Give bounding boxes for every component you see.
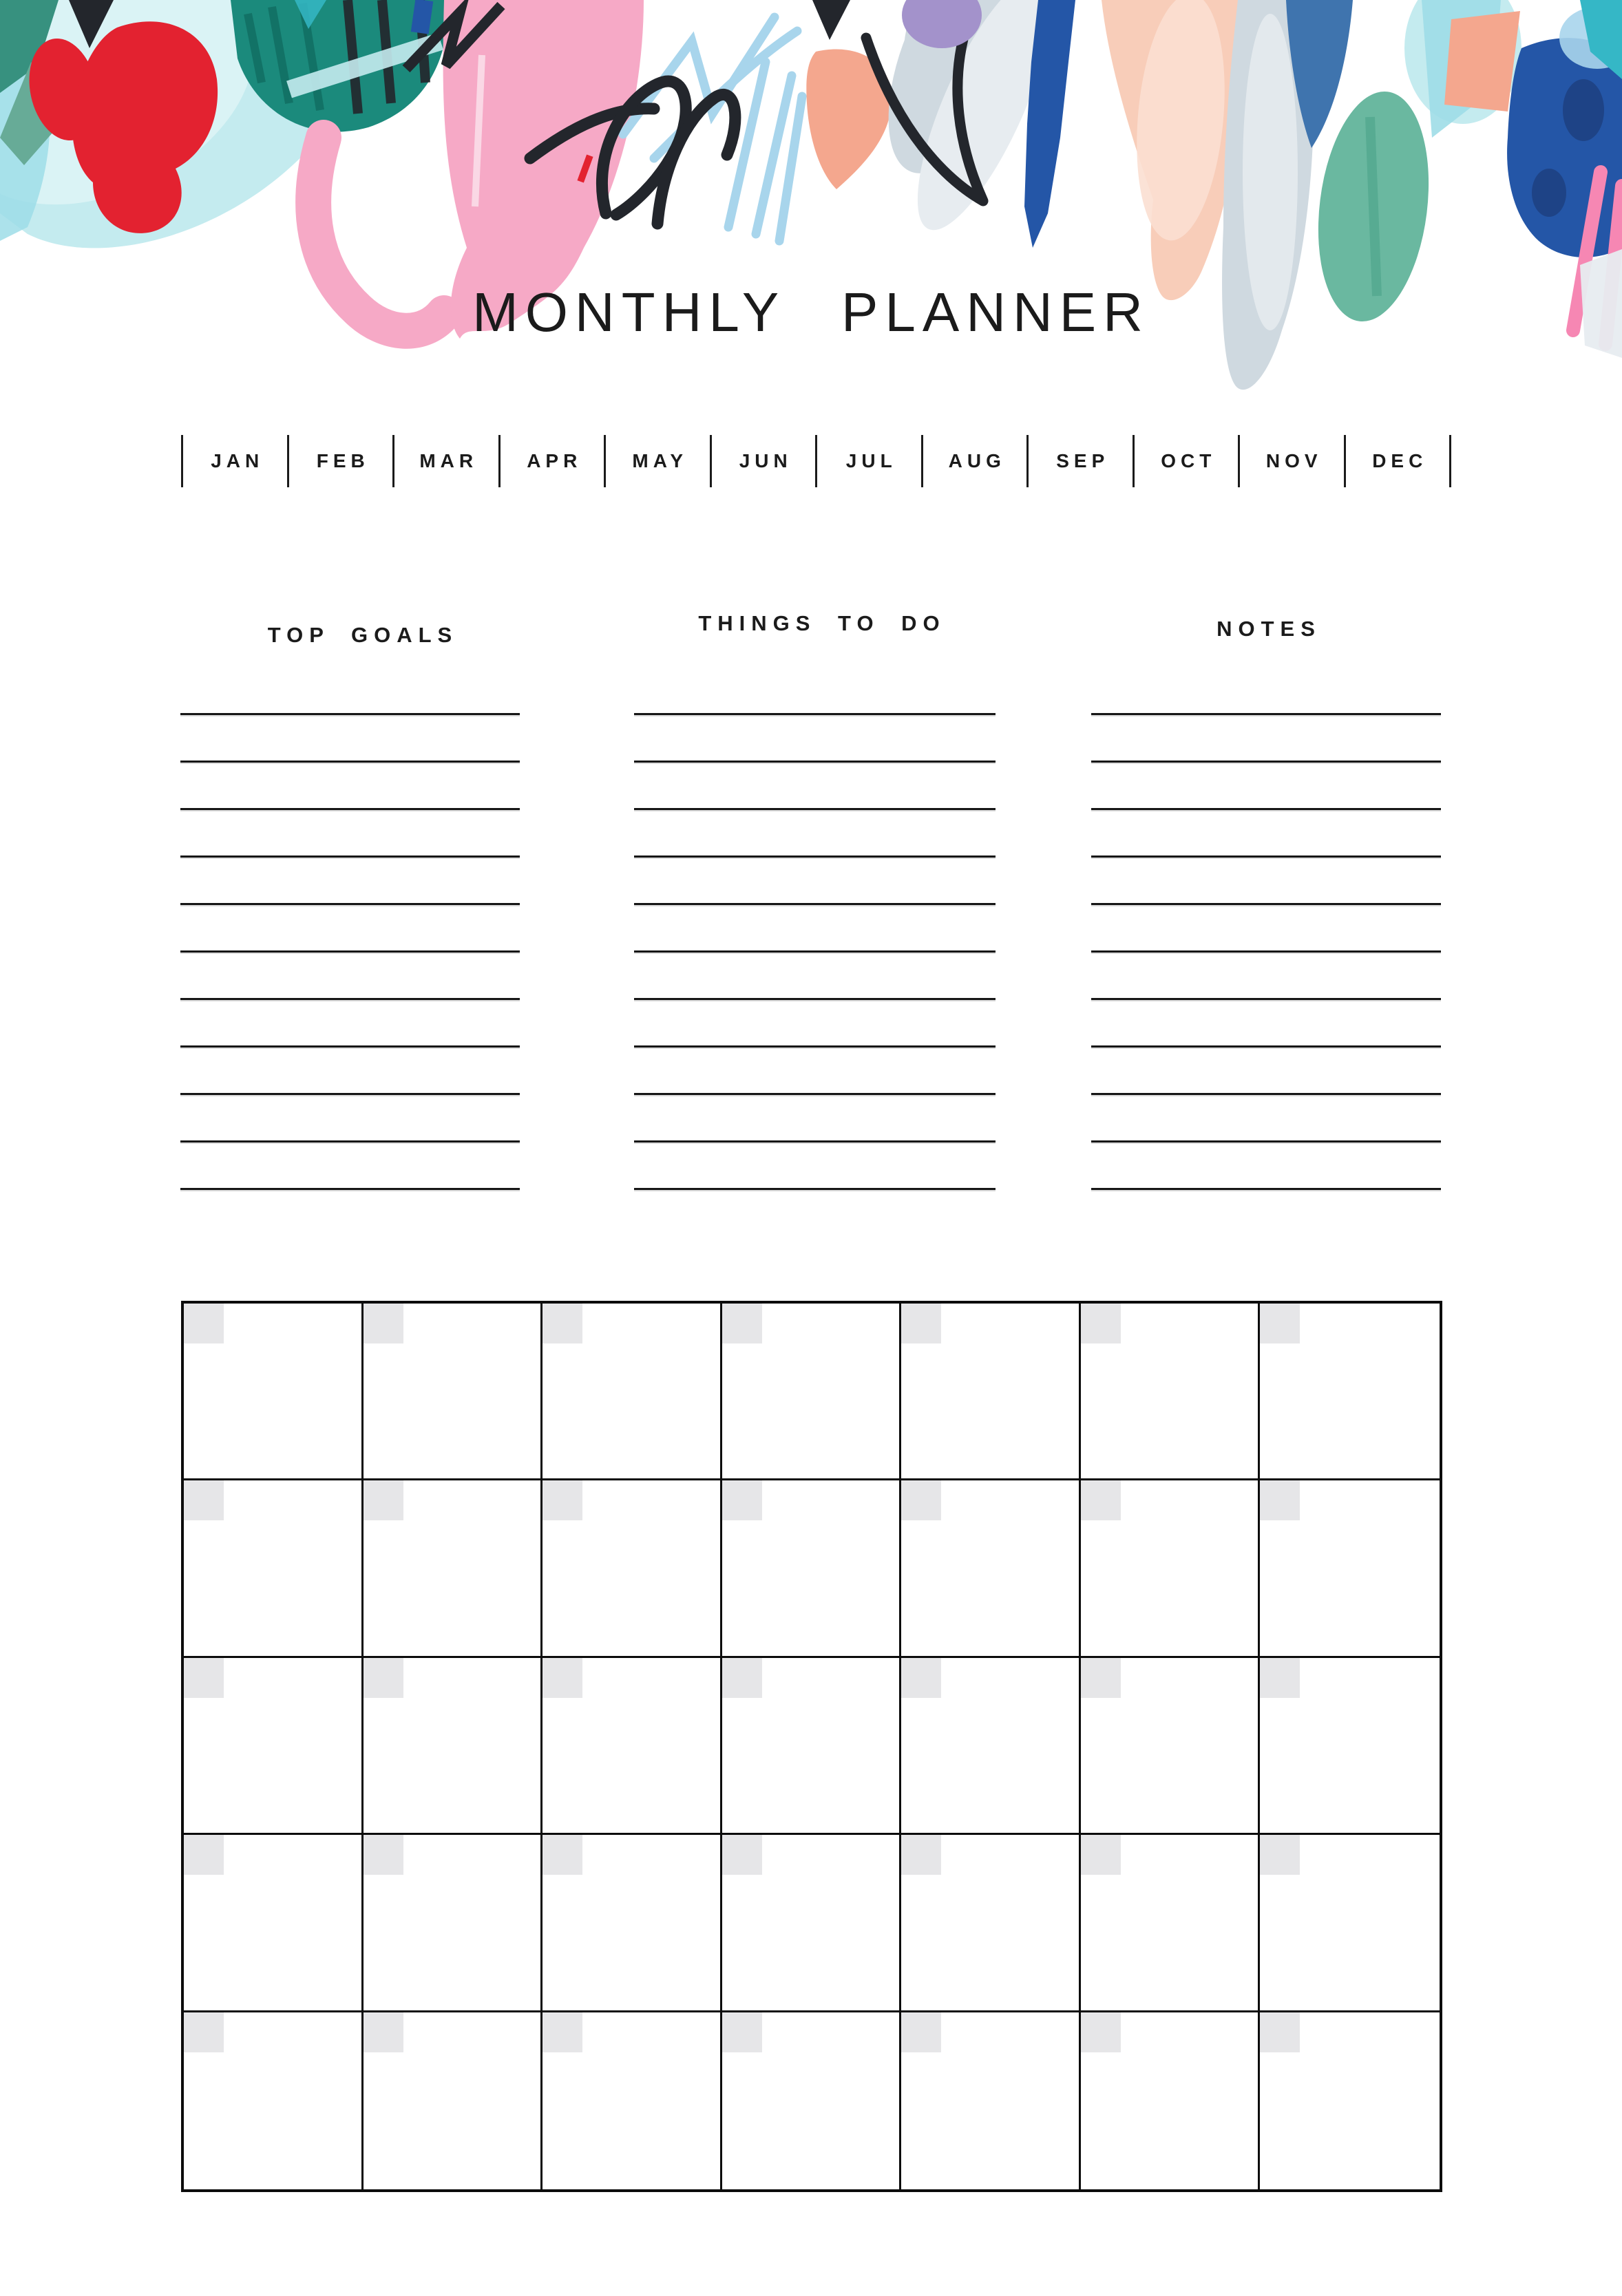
writing-line: [634, 998, 996, 1000]
calendar-cell-r3c2[interactable]: [364, 1658, 543, 1835]
day-number-box: [722, 1304, 762, 1343]
calendar-cell-r3c3[interactable]: [543, 1658, 722, 1835]
day-number-box: [901, 1658, 941, 1698]
calendar-cell-r4c2[interactable]: [364, 1835, 543, 2012]
day-number-box: [543, 1658, 582, 1698]
writing-line: [634, 903, 996, 905]
writing-line: [180, 950, 520, 953]
day-number-box: [1081, 1304, 1121, 1343]
month-tab-nov[interactable]: NOV: [1238, 435, 1344, 487]
writing-line: [180, 903, 520, 905]
day-number-box: [184, 1835, 224, 1875]
calendar-cell-r3c6[interactable]: [1081, 1658, 1261, 1835]
writing-line: [1091, 1045, 1441, 1048]
writing-line: [1091, 1188, 1441, 1190]
day-number-box: [722, 1480, 762, 1520]
month-tab-may[interactable]: MAY: [604, 435, 710, 487]
calendar-cell-r2c1[interactable]: [184, 1480, 364, 1657]
writing-line: [1091, 1093, 1441, 1095]
day-number-box: [901, 1835, 941, 1875]
writing-line: [1091, 808, 1441, 810]
section-header-things-to-do: THINGS TO DO: [698, 611, 946, 635]
calendar-cell-r1c1[interactable]: [184, 1304, 364, 1480]
writing-line: [180, 761, 520, 763]
calendar-cell-r3c7[interactable]: [1260, 1658, 1440, 1835]
calendar-cell-r1c2[interactable]: [364, 1304, 543, 1480]
calendar-cell-r1c6[interactable]: [1081, 1304, 1261, 1480]
day-number-box: [722, 2012, 762, 2052]
month-tab-dec[interactable]: DEC: [1344, 435, 1450, 487]
writing-line: [1091, 1140, 1441, 1142]
calendar-cell-r4c7[interactable]: [1260, 1835, 1440, 2012]
calendar-cell-r2c5[interactable]: [901, 1480, 1081, 1657]
rules-notes: [1091, 713, 1441, 1190]
writing-line: [180, 808, 520, 810]
day-number-box: [1260, 1835, 1300, 1875]
calendar-cell-r2c4[interactable]: [722, 1480, 902, 1657]
writing-line: [634, 808, 996, 810]
day-number-box: [364, 1835, 403, 1875]
writing-line: [180, 1140, 520, 1142]
day-number-box: [1260, 1304, 1300, 1343]
writing-line: [180, 713, 520, 715]
month-tab-sep[interactable]: SEP: [1026, 435, 1133, 487]
calendar-cell-r2c2[interactable]: [364, 1480, 543, 1657]
day-number-box: [1081, 1658, 1121, 1698]
rules-things-to-do: [634, 713, 996, 1190]
calendar-cell-r4c4[interactable]: [722, 1835, 902, 2012]
calendar-cell-r3c1[interactable]: [184, 1658, 364, 1835]
writing-line: [634, 1045, 996, 1048]
writing-line: [180, 855, 520, 858]
day-number-box: [184, 2012, 224, 2052]
writing-line: [1091, 998, 1441, 1000]
calendar-cell-r3c4[interactable]: [722, 1658, 902, 1835]
day-number-box: [901, 1304, 941, 1343]
day-number-box: [1081, 1835, 1121, 1875]
writing-line: [1091, 761, 1441, 763]
calendar-cell-r4c5[interactable]: [901, 1835, 1081, 2012]
day-number-box: [543, 2012, 582, 2052]
writing-line: [634, 950, 996, 953]
day-number-box: [901, 1480, 941, 1520]
day-number-box: [543, 1304, 582, 1343]
month-tab-apr[interactable]: APR: [498, 435, 604, 487]
day-number-box: [1260, 1480, 1300, 1520]
calendar-cell-r4c6[interactable]: [1081, 1835, 1261, 2012]
month-tab-aug[interactable]: AUG: [921, 435, 1027, 487]
rules-top-goals: [180, 713, 520, 1190]
day-number-box: [184, 1658, 224, 1698]
writing-line: [180, 1093, 520, 1095]
calendar-cell-r5c4[interactable]: [722, 2012, 902, 2189]
day-number-box: [1081, 1480, 1121, 1520]
day-number-box: [184, 1480, 224, 1520]
calendar-cell-r3c5[interactable]: [901, 1658, 1081, 1835]
day-number-box: [364, 2012, 403, 2052]
writing-line: [634, 1188, 996, 1190]
writing-line: [180, 998, 520, 1000]
calendar-cell-r1c4[interactable]: [722, 1304, 902, 1480]
section-header-top-goals: TOP GOALS: [267, 623, 459, 647]
calendar-cell-r4c3[interactable]: [543, 1835, 722, 2012]
day-number-box: [543, 1835, 582, 1875]
day-number-box: [1260, 2012, 1300, 2052]
day-number-box: [364, 1304, 403, 1343]
day-number-box: [364, 1480, 403, 1520]
day-number-box: [543, 1480, 582, 1520]
day-number-box: [722, 1835, 762, 1875]
calendar-cell-r5c5[interactable]: [901, 2012, 1081, 2189]
day-number-box: [1081, 2012, 1121, 2052]
day-number-box: [364, 1658, 403, 1698]
month-tab-mar[interactable]: MAR: [392, 435, 498, 487]
writing-line: [1091, 950, 1441, 953]
month-tab-jun[interactable]: JUN: [710, 435, 816, 487]
calendar-cell-r5c3[interactable]: [543, 2012, 722, 2189]
day-number-box: [1260, 1658, 1300, 1698]
month-bar: [181, 435, 1451, 487]
writing-line: [634, 1140, 996, 1142]
writing-line: [634, 1093, 996, 1095]
calendar-cell-r5c1[interactable]: [184, 2012, 364, 2189]
calendar-cell-r2c7[interactable]: [1260, 1480, 1440, 1657]
calendar-cell-r5c2[interactable]: [364, 2012, 543, 2189]
writing-line: [634, 761, 996, 763]
month-tab-oct[interactable]: OCT: [1133, 435, 1239, 487]
writing-line: [1091, 713, 1441, 715]
day-number-box: [722, 1658, 762, 1698]
writing-line: [1091, 903, 1441, 905]
calendar-cell-r2c6[interactable]: [1081, 1480, 1261, 1657]
month-tab-jul[interactable]: JUL: [815, 435, 921, 487]
calendar-cell-r1c5[interactable]: [901, 1304, 1081, 1480]
writing-line: [180, 1188, 520, 1190]
calendar-grid: [181, 1301, 1442, 2192]
day-number-box: [901, 2012, 941, 2052]
month-tab-feb[interactable]: FEB: [287, 435, 393, 487]
calendar-cell-r1c7[interactable]: [1260, 1304, 1440, 1480]
calendar-cell-r4c1[interactable]: [184, 1835, 364, 2012]
page-title: MONTHLY PLANNER: [472, 281, 1150, 343]
day-number-box: [184, 1304, 224, 1343]
writing-line: [180, 1045, 520, 1048]
writing-line: [1091, 855, 1441, 858]
calendar-cell-r1c3[interactable]: [543, 1304, 722, 1480]
calendar-cell-r5c6[interactable]: [1081, 2012, 1261, 2189]
month-tab-jan[interactable]: JAN: [181, 435, 287, 487]
section-header-notes: NOTES: [1216, 617, 1321, 641]
calendar-cell-r5c7[interactable]: [1260, 2012, 1440, 2189]
calendar-cell-r2c3[interactable]: [543, 1480, 722, 1657]
writing-line: [634, 855, 996, 858]
writing-line: [634, 713, 996, 715]
